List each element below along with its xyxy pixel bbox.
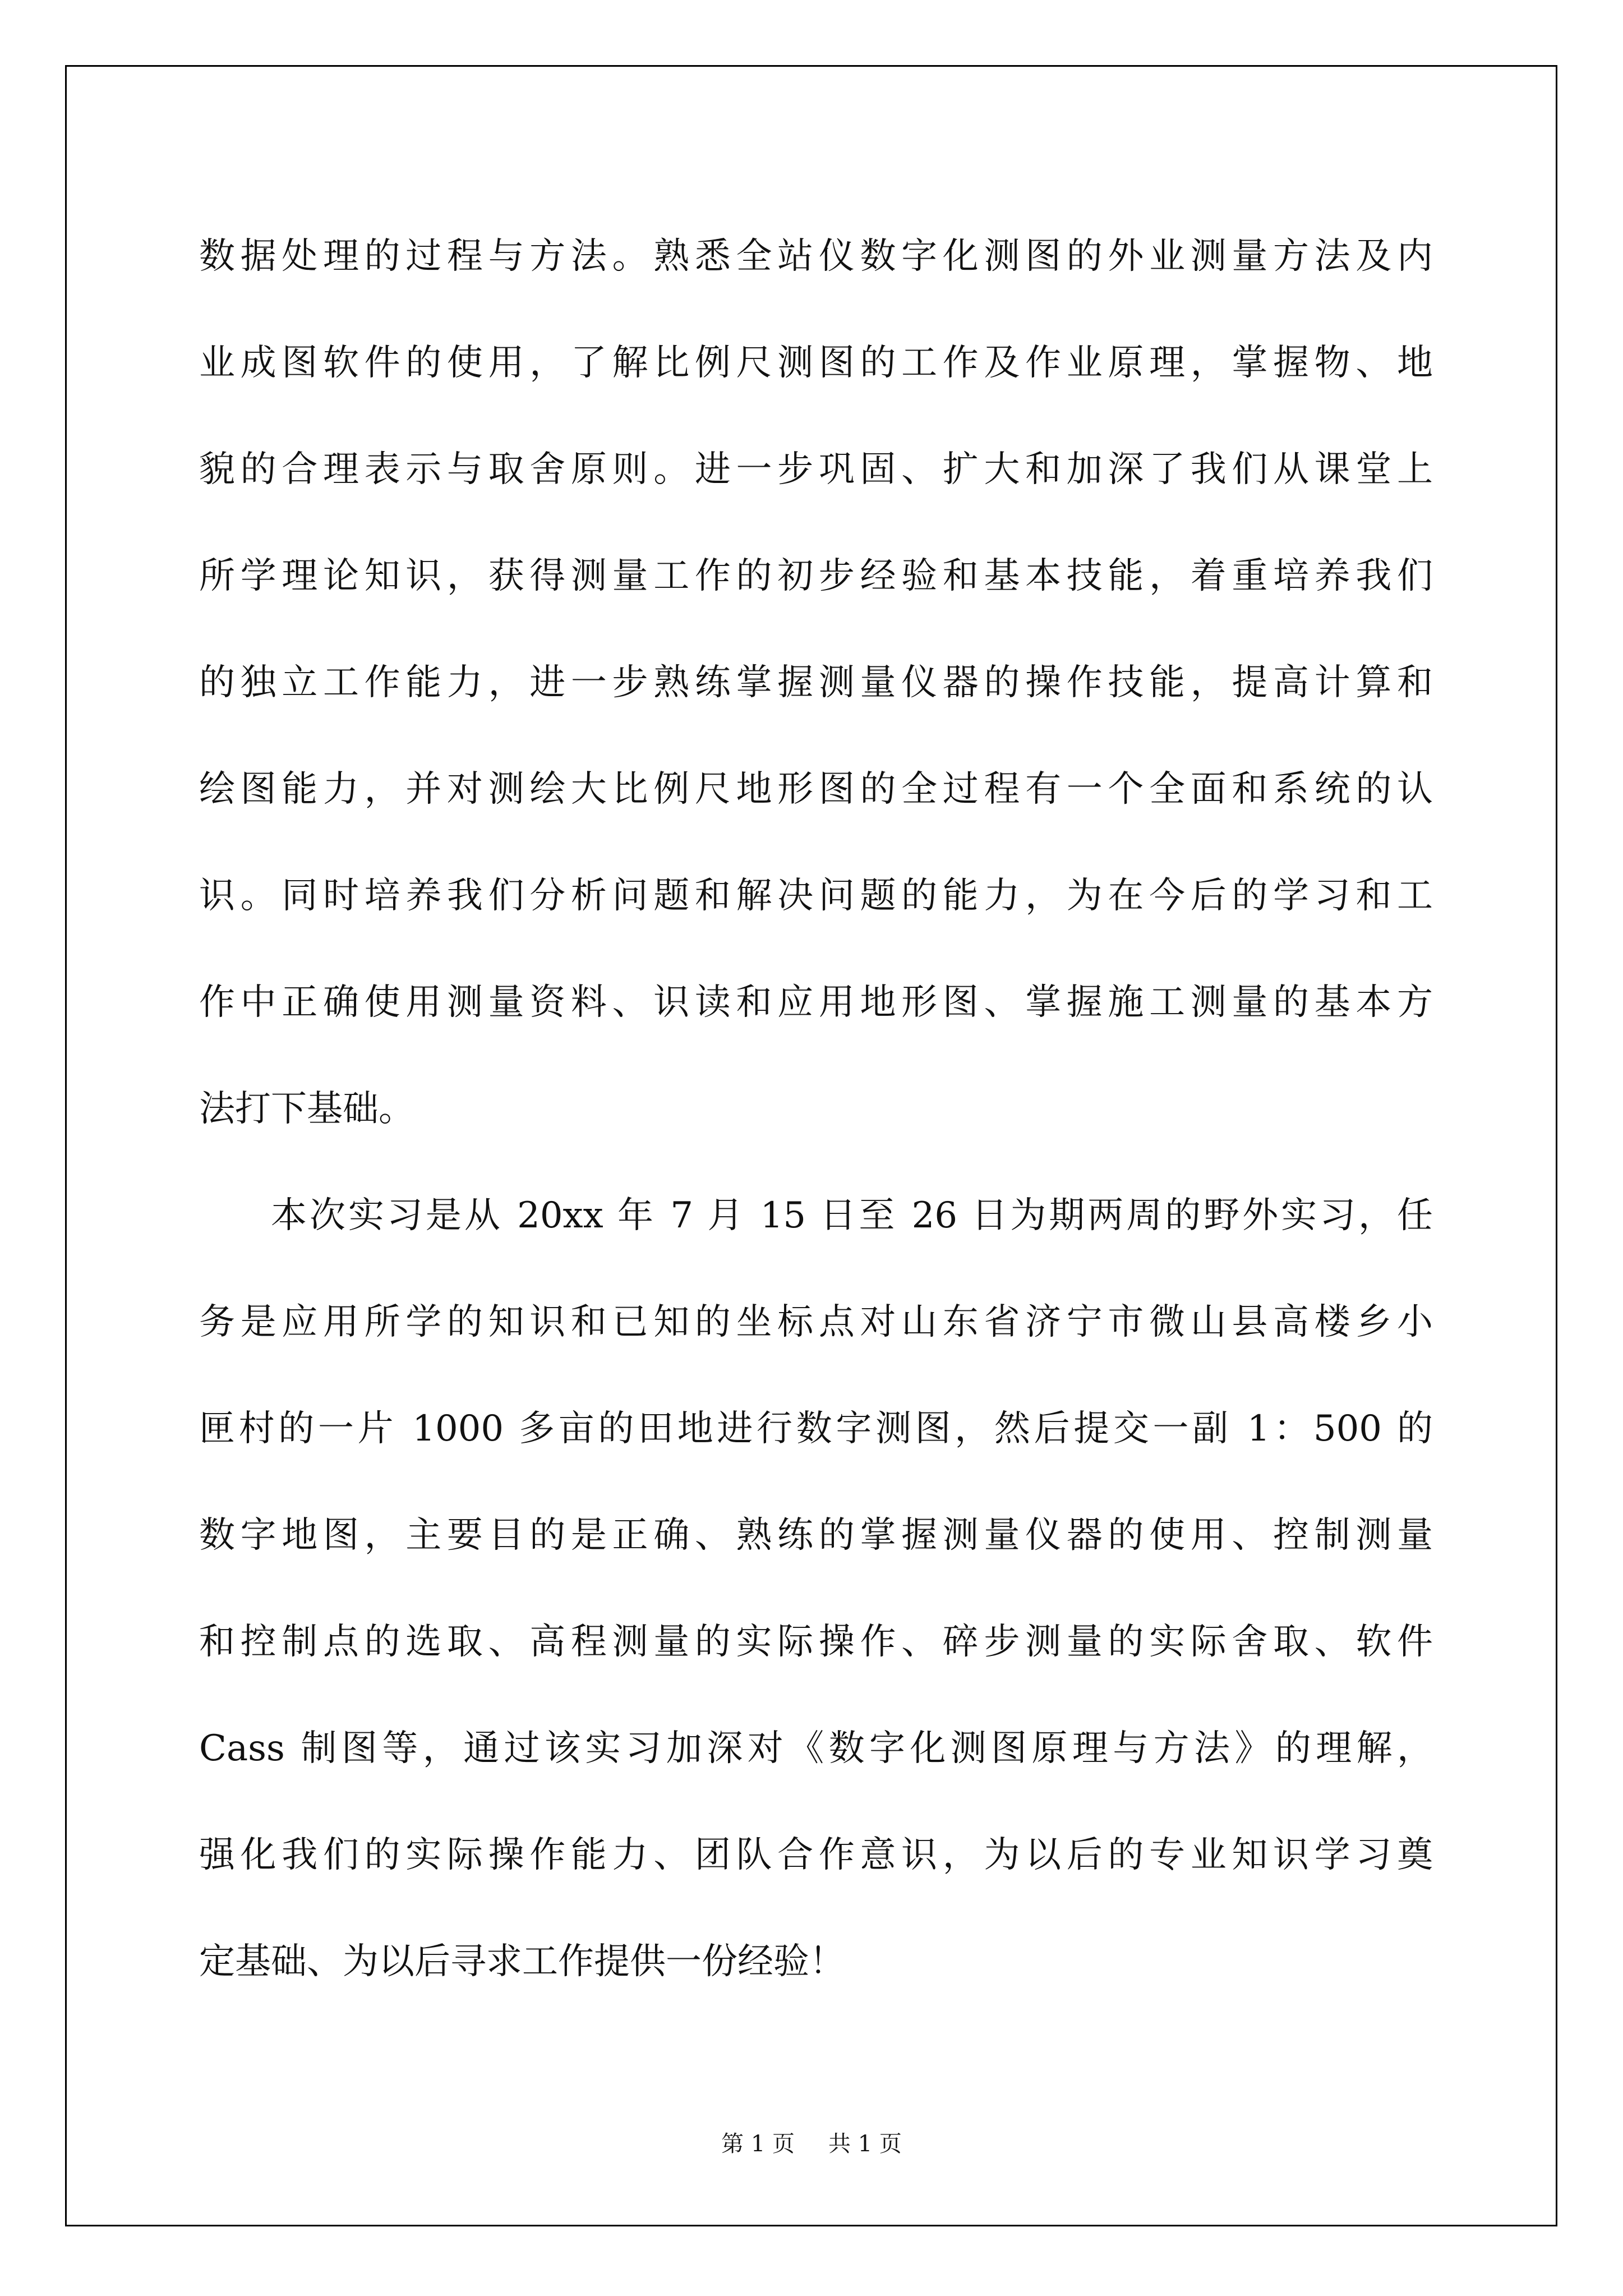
paragraph-line: 识。同时培养我们分析问题和解决问题的能力，为在今后的学习和工 [199, 875, 1433, 917]
paragraph-line: 绘图能力，并对测绘大比例尺地形图的全过程有一个全面和系统的认 [199, 769, 1433, 810]
paragraph-line: 业成图软件的使用，了解比例尺测图的工作及作业原理，掌握物、地 [199, 342, 1433, 384]
page-footer [0, 2126, 1623, 2158]
paragraph-line: 数字地图，主要目的是正确、熟练的掌握测量仪器的使用、控制测量 [199, 1515, 1433, 1556]
paragraph-line: Cass 制图等，通过该实习加深对《数字化测图原理与方法》的理解， [199, 1728, 1433, 1769]
page-number: 第 1 页 [721, 2131, 795, 2157]
paragraph-line: 务是应用所学的知识和已知的坐标点对山东省济宁市微山县高楼乡小 [199, 1301, 1433, 1343]
paragraph-line-last: 法打下基础。 [199, 1088, 414, 1130]
paragraph-line: 的独立工作能力，进一步熟练掌握测量仪器的操作技能，提高计算和 [199, 662, 1433, 703]
page-total: 共 1 页 [828, 2131, 902, 2157]
paragraph-line: 貌的合理表示与取舍原则。进一步巩固、扩大和加深了我们从课堂上 [199, 449, 1433, 490]
paragraph-line: 匣村的一片 1000 多亩的田地进行数字测图，然后提交一副 1：500 的 [199, 1408, 1433, 1450]
paragraph-line: 和控制点的选取、高程测量的实际操作、碎步测量的实际舍取、软件 [199, 1621, 1433, 1663]
paragraph-line-first: 本次实习是从 20xx 年 7 月 15 日至 26 日为期两周的野外实习，任 [271, 1195, 1433, 1236]
paragraph-line: 强化我们的实际操作能力、团队合作意识，为以后的专业知识学习奠 [199, 1834, 1433, 1876]
document-body [199, 203, 1433, 2015]
paragraph-line: 数据处理的过程与方法。熟悉全站仪数字化测图的外业测量方法及内 [199, 236, 1433, 277]
paragraph-line: 作中正确使用测量资料、识读和应用地形图、掌握施工测量的基本方 [199, 982, 1433, 1023]
paragraph-1 [199, 203, 1433, 1162]
paragraph-2 [199, 1162, 1433, 2015]
paragraph-line-last: 定基础、为以后寻求工作提供一份经验！ [199, 1941, 845, 1982]
paragraph-line: 所学理论知识，获得测量工作的初步经验和基本技能，着重培养我们 [199, 555, 1433, 597]
